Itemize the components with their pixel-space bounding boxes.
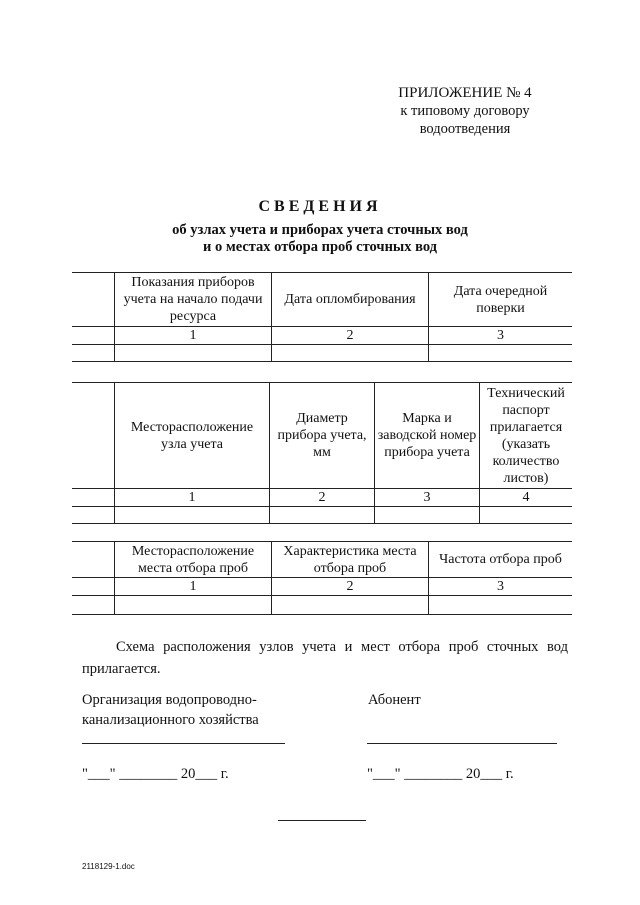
table-number-cell: 3: [375, 489, 480, 507]
signature-line-utility[interactable]: [82, 743, 285, 744]
table-number-cell: 2: [272, 327, 429, 345]
appendix-contract-type: водоотведения: [419, 121, 511, 137]
scheme-note: Схема расположения узлов учета и мест отбора проб сточных вод прилагается.: [82, 639, 568, 677]
table-number-cell: 1: [115, 578, 272, 596]
subtitle-line-2: и о местах отбора проб сточных вод: [202, 239, 438, 255]
table-cell: [72, 273, 115, 327]
table-cell: [72, 507, 115, 524]
table-cell[interactable]: [272, 345, 429, 362]
document-file-id: 2118129-1.doc: [82, 862, 135, 871]
table-number-cell: 4: [480, 489, 573, 507]
metering-units-table: [72, 382, 572, 524]
appendix-contract-line: к типовому договору: [400, 103, 530, 119]
table-cell[interactable]: [480, 507, 573, 524]
table-number-cell: 3: [429, 578, 573, 596]
table-number-cell: 3: [429, 327, 573, 345]
table-number-cell: 2: [272, 578, 429, 596]
subscriber-signatory: Абонент: [368, 692, 421, 708]
table-header-cell: Диаметр прибора учета, мм: [270, 383, 375, 489]
table-cell: [72, 489, 115, 507]
table-cell[interactable]: [375, 507, 480, 524]
table-header-cell: Месторасположение узла учета: [115, 383, 270, 489]
date-field-subscriber[interactable]: "___" ________ 20___ г.: [367, 766, 514, 782]
appendix-header: [340, 84, 590, 138]
table-cell: [72, 327, 115, 345]
meter-readings-table: [72, 272, 572, 362]
appendix-number: ПРИЛОЖЕНИЕ № 4: [398, 85, 532, 101]
table-header-cell: Месторасположение места отбора проб: [115, 542, 272, 578]
document-subtitle: [0, 222, 640, 256]
end-divider: [278, 820, 366, 821]
table-header-cell: Показания приборов учета на начало подачи ресурса: [115, 273, 272, 327]
table-cell[interactable]: [115, 345, 272, 362]
table-cell: [72, 578, 115, 596]
table-number-cell: 1: [115, 489, 270, 507]
document-title: СВЕДЕНИЯ: [258, 198, 382, 215]
table-header-cell: Дата опломбирования: [272, 273, 429, 327]
table-cell[interactable]: [115, 596, 272, 615]
table-header-cell: Частота отбора проб: [429, 542, 573, 578]
sampling-points-table: [72, 541, 572, 615]
table-cell[interactable]: [272, 596, 429, 615]
table-cell: [72, 596, 115, 615]
table-header-cell: Характеристика места отбора проб: [272, 542, 429, 578]
table-cell[interactable]: [115, 507, 270, 524]
table-cell[interactable]: [270, 507, 375, 524]
table-cell[interactable]: [429, 345, 573, 362]
date-field-utility[interactable]: "___" ________ 20___ г.: [82, 766, 229, 782]
table-cell[interactable]: [429, 596, 573, 615]
table-cell: [72, 542, 115, 578]
table-number-cell: 2: [270, 489, 375, 507]
table-cell: [72, 383, 115, 489]
signature-line-subscriber[interactable]: [367, 743, 557, 744]
subtitle-line-1: об узлах учета и приборах учета сточных вод: [172, 222, 468, 238]
water-utility-signatory: Организация водопроводно-канализационного хозяйства: [82, 692, 259, 728]
table-number-cell: 1: [115, 327, 272, 345]
table-header-cell: Марка и заводской номер прибора учета: [375, 383, 480, 489]
table-cell: [72, 345, 115, 362]
table-header-cell: Дата очередной поверки: [429, 273, 573, 327]
table-header-cell: Технический паспорт прилагается (указать количество листов): [480, 383, 573, 489]
